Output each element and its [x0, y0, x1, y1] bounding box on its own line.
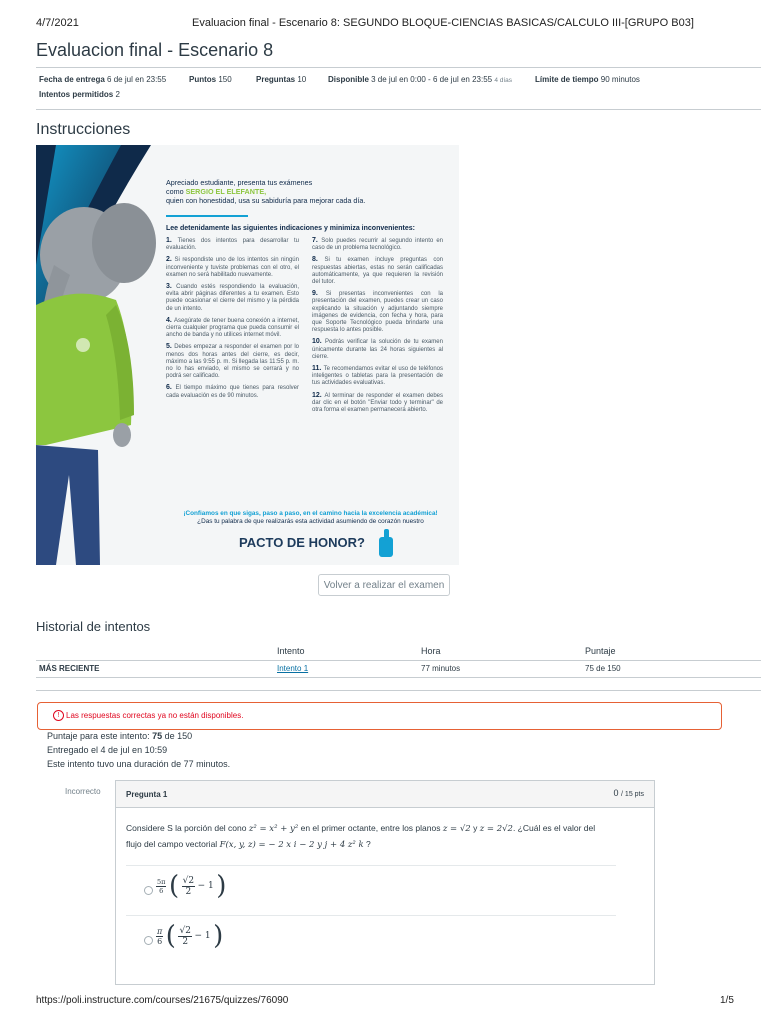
- logo-icon: [76, 338, 90, 352]
- banner-instruction-text: Si presentas inconvenientes con la presentación del examen, puedes crear un caso explicando la situación y adjuntando siempre imágenes de evidencia, con fecha y hora, para que Soporte Tecnológico pueda brindarte una respuesta lo antes posible.: [312, 291, 443, 334]
- attempt-score: [47, 731, 192, 741]
- question-header: [116, 781, 654, 808]
- answer-option[interactable]: [116, 867, 654, 913]
- banner-col-right: [312, 237, 443, 418]
- history-row-time: 77 minutos: [421, 664, 461, 673]
- available-days: 4 días: [494, 77, 513, 84]
- question-text-part: flujo del campo vectorial: [126, 839, 218, 849]
- banner-instruction-item: [166, 317, 299, 340]
- banner-closing-line: ¿Das tu palabra de que realizarás esta actividad asumiendo de corazón nuestro: [197, 518, 424, 525]
- fraction: [182, 876, 195, 897]
- banner-instruction-number: 1.: [166, 237, 178, 244]
- print-doc-title: Evaluacion final - Escenario 8: SEGUNDO BLOQUE-CIENCIAS BASICAS/CALCULO III-[GRUPO B03]: [192, 17, 694, 29]
- banner-instruction-number: 11.: [312, 365, 324, 373]
- fraction-denominator: 6: [157, 936, 163, 946]
- instructions-title: Instrucciones: [36, 121, 131, 138]
- alert-text: Las respuestas correctas ya no están disponibles.: [66, 711, 244, 720]
- banner-instruction-number: 6.: [166, 384, 176, 392]
- banner-instruction-number: 2.: [166, 256, 175, 264]
- math-plane-1: z = √2: [442, 824, 471, 834]
- banner-sergio: SERGIO EL ELEFANTE,: [185, 187, 267, 196]
- retake-quiz-button[interactable]: Volver a realizar el examen: [318, 574, 450, 596]
- banner-instruction-item: [166, 343, 299, 380]
- fraction: [178, 926, 191, 947]
- banner-col-left: [166, 237, 299, 404]
- fraction-denominator: 6: [159, 886, 164, 895]
- paren-open: (: [165, 921, 176, 951]
- banner-instruction-number: 8.: [312, 256, 325, 264]
- banner-instruction-item: [312, 338, 443, 361]
- banner-instruction-number: 12.: [312, 391, 325, 399]
- attempts-value: 2: [115, 90, 120, 99]
- banner-instruction-text: Debes empezar a responder el examen por lo menos dos horas antes del cierre, es decir, máximo a las 9:55 p. m. Si llegada las 11:55 p. m. no lo has enviado, el mismo se cerrará y no podrá ser calificado.: [166, 344, 299, 380]
- banner-instruction-item: [166, 283, 299, 313]
- question-title: Pregunta 1: [126, 790, 168, 799]
- banner-intro: [166, 178, 451, 205]
- fraction: [156, 927, 163, 946]
- banner-intro-line: quien con honestidad, usa su sabiduría para mejorar cada día.: [166, 196, 366, 205]
- banner-intro-as: como: [166, 187, 186, 196]
- math-vector-field: F(x, y, z) = − 2 x i − 2 y j + 4 z² k: [219, 840, 364, 850]
- fraction: [156, 878, 166, 895]
- question-points: [614, 788, 645, 798]
- question-text-part: ?: [366, 839, 371, 849]
- attempt-duration: Este intento tuvo una duración de 77 minutos.: [47, 759, 231, 769]
- banner-closing: [168, 510, 453, 526]
- fraction-numerator: 5π: [157, 877, 166, 886]
- banner-closing-line: ¡Confiamos en que sigas, paso a paso, en el camino hacia la excelencia académica!: [183, 510, 438, 517]
- history-header-time: Hora: [421, 646, 441, 656]
- question-card: [115, 780, 655, 985]
- banner-instruction-item: [312, 392, 443, 415]
- print-page-number: 1/5: [720, 995, 734, 1006]
- answer-radio[interactable]: [144, 936, 153, 945]
- history-row-label: MÁS RECIENTE: [39, 664, 100, 673]
- attempts-label: Intentos permitidos: [39, 90, 114, 99]
- banner-instruction-number: 7.: [312, 237, 322, 244]
- questions-value: 10: [297, 75, 307, 84]
- banner-instruction-number: 5.: [166, 343, 175, 351]
- available-value: 3 de jul en 0:00 - 6 de jul en 23:55: [371, 75, 493, 84]
- available-label: Disponible: [328, 75, 369, 84]
- banner-instruction-text: Si respondiste uno de los intentos sin ningún inconveniente y tuviste problemas con el otro, el examen no será habilitado nuevamente.: [166, 257, 299, 278]
- banner-instruction-text: El tiempo máximo que tienes para resolver cada evaluación es de 90 minutos.: [166, 385, 299, 399]
- banner-instruction-text: Podrás verificar la solución de tu examen únicamente durante las 24 horas siguientes al cierre.: [312, 339, 443, 360]
- banner-pact: PACTO DE HONOR?: [239, 535, 365, 550]
- print-date: 4/7/2021: [36, 17, 79, 29]
- banner-instruction-item: [166, 237, 299, 252]
- answer-radio[interactable]: [144, 886, 153, 895]
- attempt-score-label: Puntaje para este intento:: [47, 731, 150, 741]
- warning-icon: !: [53, 710, 64, 721]
- history-title: Historial de intentos: [36, 619, 151, 634]
- history-header-attempt: Intento: [277, 646, 305, 656]
- due-label: Fecha de entrega: [39, 75, 105, 84]
- banner-instruction-text: Si tu examen incluye preguntas con respuestas abiertas, estas no serán calificadas automáticamente, ya que requieren la revisión del tutor.: [312, 257, 443, 286]
- attempt-submitted: Entregado el 4 de jul en 10:59: [47, 745, 168, 755]
- question-text-part: . ¿Cuál es el valor del: [512, 823, 596, 833]
- history-row-score: 75 de 150: [585, 664, 621, 673]
- print-url: https://poli.instructure.com/courses/21675/quizzes/76090: [36, 995, 289, 1006]
- divider: [36, 677, 761, 678]
- availability: [328, 75, 512, 84]
- paren-open: (: [168, 871, 180, 901]
- attempts-allowed: [39, 90, 120, 99]
- history-header-score: Puntaje: [585, 646, 616, 656]
- fraction-numerator: √2: [179, 925, 191, 936]
- paren-close: ): [213, 921, 224, 951]
- fraction-numerator: √2: [182, 875, 195, 886]
- banner-instruction-item: [312, 237, 443, 252]
- banner-lead: Lee detenidamente las siguientes indicaciones y minimiza inconvenientes:: [166, 225, 415, 232]
- fraction-numerator: π: [157, 926, 163, 936]
- banner-instruction-item: [166, 256, 299, 279]
- question-status: Incorrecto: [65, 787, 101, 796]
- time-limit: [535, 75, 640, 84]
- banner-instruction-item: [312, 256, 443, 286]
- divider: [36, 660, 761, 661]
- points-value: 150: [218, 75, 232, 84]
- questions-count: [256, 75, 306, 84]
- question-points-value: 0: [613, 788, 619, 798]
- fraction-denominator: 2: [185, 886, 192, 897]
- instructions-banner: [36, 145, 459, 565]
- points-label: Puntos: [189, 75, 217, 84]
- question-text-part: Considere S la porción del cono: [126, 823, 247, 833]
- banner-instruction-text: Al terminar de responder el examen debes dar clic en el botón "Enviar todo y terminar" de otra forma el examen permanecerá abierto.: [312, 392, 443, 414]
- answers-unavailable-alert: [37, 702, 722, 730]
- question-text-part: en el primer octante, entre los planos: [300, 823, 441, 833]
- banner-instruction-text: Te recomendamos evitar el uso de teléfonos inteligentes o tabletas para la presentación de tus actividades evaluativas.: [312, 366, 443, 387]
- banner-instruction-text: Tienes dos intentos para desarrollar tu evaluación.: [166, 238, 299, 252]
- points: [189, 75, 232, 84]
- banner-intro-line: Apreciado estudiante, presenta tus exámenes: [166, 178, 313, 187]
- time-limit-value: 90 minutos: [600, 75, 640, 84]
- banner-instruction-text: Asegúrate de tener buena conexión a internet, cierra cualquier programa que pueda consumir el ancho de banda y no utilices internet móvil.: [166, 317, 299, 339]
- answer-formula: [156, 921, 223, 951]
- banner-instruction-number: 10.: [312, 338, 326, 346]
- due-value: 6 de jul en 23:55: [107, 75, 167, 84]
- divider: [36, 67, 761, 68]
- divider: [36, 109, 761, 110]
- divider: [36, 690, 761, 691]
- attempt-score-total: de 150: [164, 731, 193, 741]
- answer-option[interactable]: [116, 917, 654, 963]
- answer-divider: [126, 865, 616, 866]
- banner-instruction-item: [166, 384, 299, 399]
- formula-tail: − 1: [197, 881, 214, 891]
- answer-formula: [156, 871, 226, 901]
- banner-instruction-number: 3.: [166, 283, 177, 291]
- attempt-1-link[interactable]: Intento 1: [277, 664, 309, 673]
- banner-instruction-text: Cuando estés respondiendo la evaluación, evita abrir páginas diferentes a tu examen. Esto puede ocasionar el cierre del mismo y la pérdida de un intento.: [166, 284, 299, 312]
- question-text-part: y: [473, 823, 478, 833]
- fraction-denominator: 2: [182, 936, 189, 947]
- paren-close: ): [216, 871, 227, 901]
- math-cone: z² = x² + y²: [248, 824, 299, 834]
- page-title: Evaluacion final - Escenario 8: [36, 40, 274, 60]
- time-limit-label: Límite de tiempo: [535, 75, 599, 84]
- attempt-score-value: 75: [152, 731, 163, 741]
- banner-instruction-number: 9.: [312, 290, 326, 298]
- question-text: [126, 821, 641, 853]
- question-points-total: / 15 pts: [621, 791, 644, 798]
- due-date: [39, 75, 166, 84]
- banner-instruction-number: 4.: [166, 316, 175, 324]
- questions-label: Preguntas: [256, 75, 296, 84]
- banner-instruction-text: Solo puedes recurrir al segundo intento en caso de un problema tecnológico.: [312, 238, 443, 252]
- formula-tail: − 1: [194, 931, 211, 941]
- history-row-attempt: [277, 664, 308, 673]
- banner-instruction-item: [312, 290, 443, 334]
- elephant-ear-icon: [92, 203, 156, 283]
- math-plane-2: z = 2√2: [479, 824, 513, 834]
- banner-intro-line: [166, 187, 451, 196]
- answer-divider: [126, 915, 616, 916]
- elephant-hand-icon: [113, 423, 131, 447]
- banner-instruction-item: [312, 365, 443, 388]
